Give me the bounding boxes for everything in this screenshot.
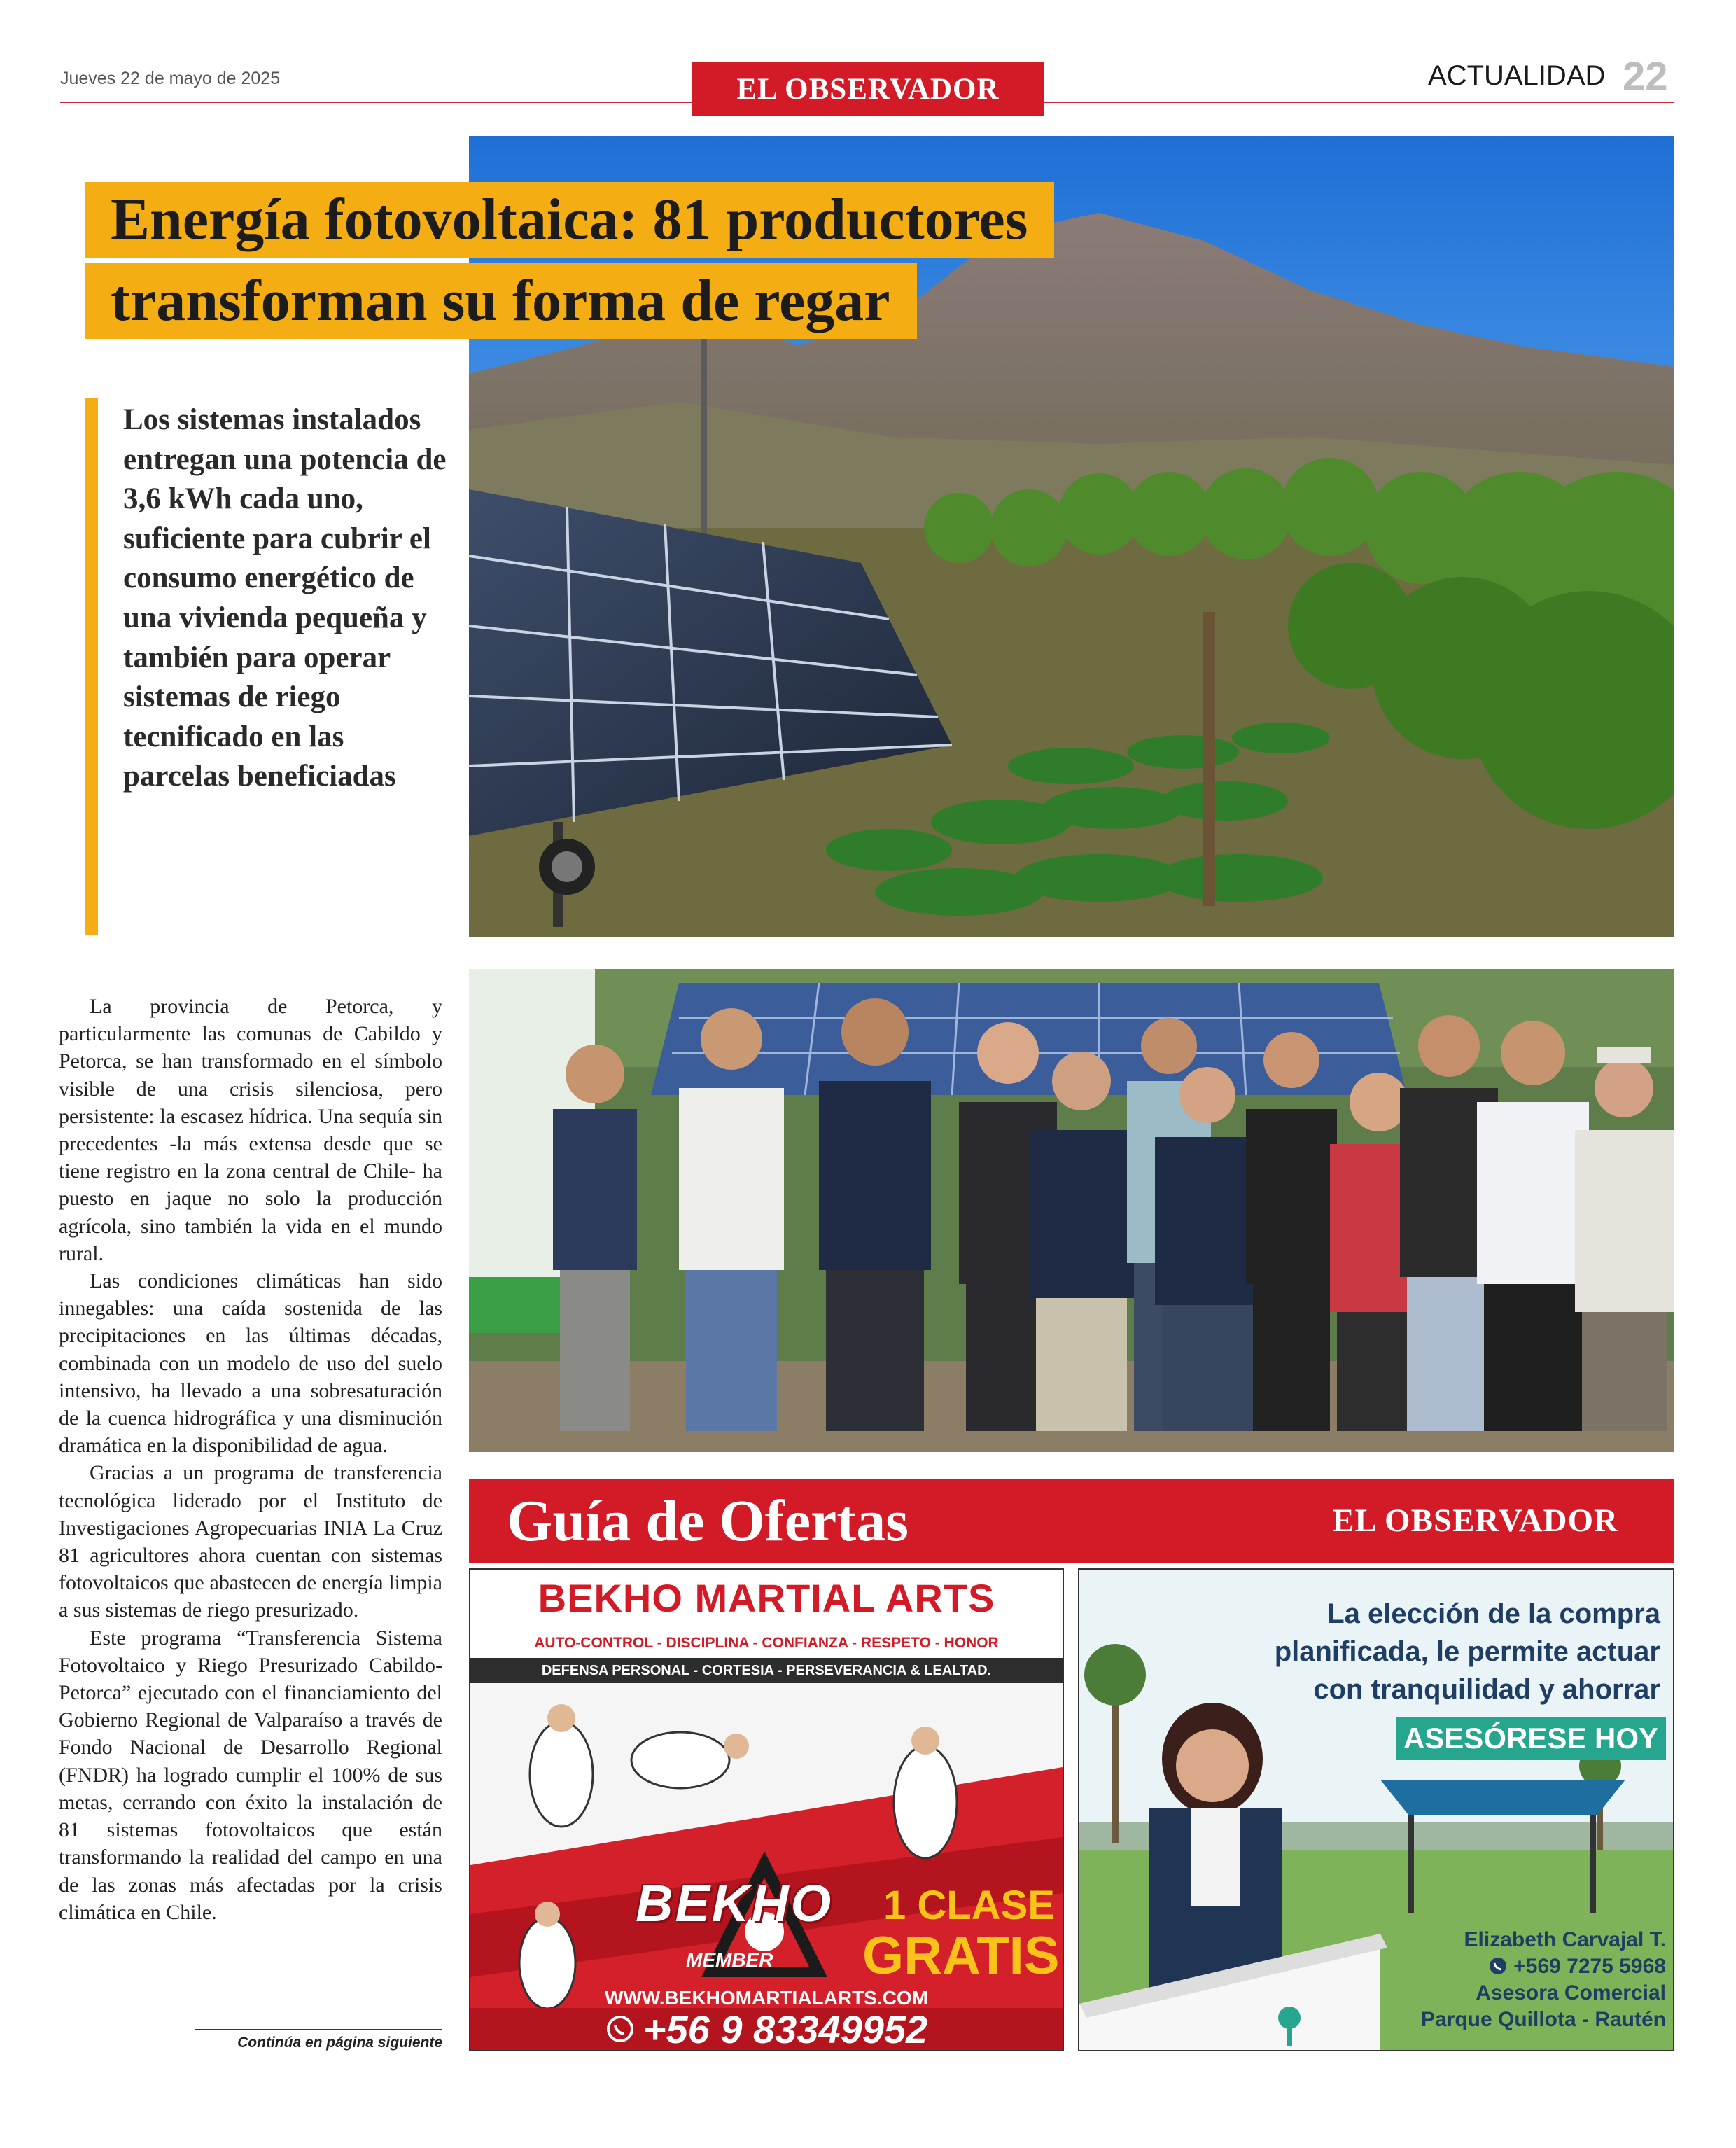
parque-contact-block — [1393, 1927, 1666, 2033]
bekho-promo-line-1: 1 CLASE — [883, 1883, 1055, 1928]
article-body — [59, 993, 442, 1926]
continues-note: Continúa en página siguiente — [237, 2035, 442, 2051]
whatsapp-icon — [606, 2014, 635, 2044]
page-number: 22 — [1623, 54, 1668, 99]
offers-guide-title: Guía de Ofertas — [507, 1488, 909, 1554]
bekho-values-line-2: DEFENSA PERSONAL - CORTESIA - PERSEVERANCIA & LEALTAD. — [470, 1658, 1063, 1683]
offers-guide-banner — [469, 1479, 1674, 1563]
advisor-place: Parque Quillota - Rautén — [1420, 2008, 1666, 2031]
parque-quillota-ad — [1078, 1568, 1674, 2051]
advisor-phone-number: +569 7275 5968 — [1513, 1955, 1666, 1978]
paragraph: Gracias a un programa de transferencia tecnológica liderado por el Instituto de Investigaciones Agropecuarias INIA La Cruz 81 agricultores ahora cuentan con sistemas fotovoltaicos que abastecen de energía limpia a sus sistemas de riego presurizado. — [59, 1461, 442, 1622]
continues-rule — [195, 2029, 442, 2030]
newspaper-logo: EL OBSERVADOR — [692, 62, 1044, 116]
bekho-values-line-1: AUTO-CONTROL - DISCIPLINA - CONFIANZA - RESPETO - HONOR — [470, 1630, 1063, 1657]
bekho-website[interactable]: WWW.BEKHOMARTIALARTS.COM — [605, 1987, 928, 2009]
bekho-promo-line-2: GRATIS — [862, 1926, 1060, 1986]
whatsapp-icon — [1488, 1956, 1508, 1976]
paragraph: La provincia de Petorca, y particularmente las comunas de Cabildo y Petorca, se han transformado en el símbolo visible de una crisis silenciosa, pero persistente: la escasez hídrica. Una sequía sin precedentes -la más extensa desde que se tiene registro en la zona central de Chile- ha puesto en jaque no solo la producción agrícola, sino también la vida en el mundo rural. — [59, 995, 442, 1265]
paragraph: Este programa “Transferencia Sistema Fotovoltaico y Riego Presurizado Cabildo-Petorca” ejecutado con el financiamiento del Gobierno Regional de Valparaíso a través de Fondo Nacional de Desarrollo Regional (FNDR) ha logrado cumplir el 100% de sus metas, cerrando con éxito la instalación de 81 sistemas fotovoltaicos que están transformando la realidad del campo en una de las zonas más afectadas por la crisis climática en Chile. — [59, 1626, 442, 1924]
paragraph: Las condiciones climáticas han sido innegables: una caída sostenida de las precipitaciones en las últimas décadas, combinada con un modelo de uso del suelo intensivo, ha llevado a una sobresaturación de la cuenca hidrográfica y una disminución dramática en la disponibilidad de agua. — [59, 1269, 442, 1458]
advisor-phone[interactable] — [1393, 1953, 1666, 1980]
parque-tagline: La elección de la compra planificada, le permite actuar con tranquilidad y ahorrar — [1274, 1598, 1660, 1705]
section-label: ACTUALIDAD — [1428, 60, 1606, 91]
group-photo — [469, 969, 1674, 1452]
bekho-phone-number: +56 9 83349952 — [643, 2007, 928, 2051]
bekho-member-label: MEMBER — [686, 1949, 774, 1971]
bekho-title: BEKHO MARTIAL ARTS — [538, 1575, 995, 1620]
advisor-role: Asesora Comercial — [1476, 1981, 1666, 2004]
bekho-phone[interactable] — [470, 2008, 1063, 2050]
issue-date: Jueves 22 de mayo de 2025 — [60, 69, 281, 88]
headline-line-2: transforman su forma de regar — [85, 263, 917, 339]
headline-line-1: Energía fotovoltaica: 81 productores — [85, 182, 1054, 258]
parque-cta-button[interactable]: ASESÓRESE HOY — [1396, 1717, 1666, 1760]
subhead: Los sistemas instalados entregan una potencia de 3,6 kWh cada uno, suficiente para cubrir el consumo energético de una vivienda pequeña y también para operar sistemas de riego tecnificado en las parcelas beneficiadas — [123, 403, 447, 793]
bekho-ad — [469, 1568, 1064, 2051]
advisor-name: Elizabeth Carvajal T. — [1464, 1928, 1666, 1951]
subhead-accent-bar — [85, 398, 98, 935]
bekho-brand-logo: BEKHO — [636, 1874, 834, 1932]
offers-guide-logo: EL OBSERVADOR — [1332, 1502, 1618, 1539]
